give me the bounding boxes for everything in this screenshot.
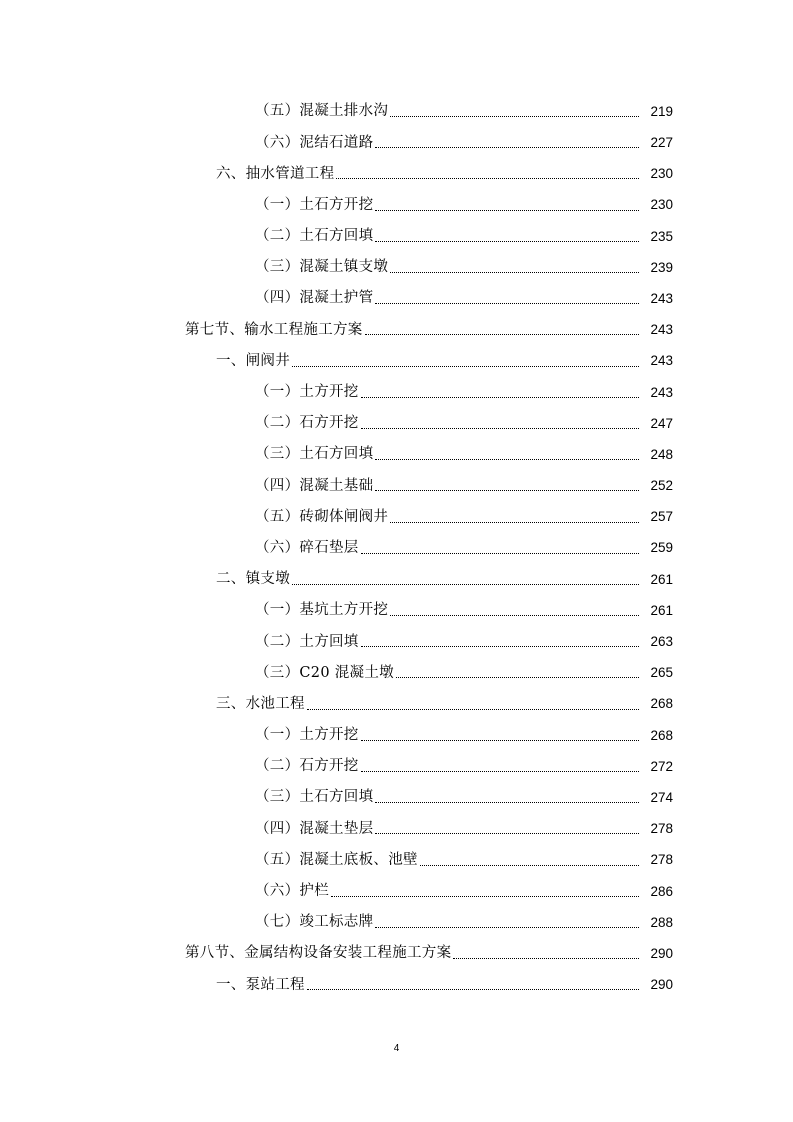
toc-entry-title: （六）碎石垫层: [255, 539, 359, 556]
toc-dot-leader: [453, 957, 639, 959]
toc-entry[interactable]: [0, 221, 793, 252]
toc-dot-leader: [375, 832, 639, 834]
toc-dot-leader: [375, 458, 639, 460]
toc-entry[interactable]: [0, 190, 793, 221]
toc-entry-title: （二）石方开挖: [255, 758, 359, 775]
toc-entry-title: （六）护栏: [255, 883, 329, 900]
toc-dot-leader: [307, 708, 639, 710]
toc-entry[interactable]: [0, 439, 793, 470]
toc-entry[interactable]: [0, 314, 793, 345]
toc-entry-title: （四）混凝土基础: [255, 477, 374, 494]
toc-entry-title: （六）泥结石道路: [255, 134, 374, 151]
toc-entry-title: （一）土石方开挖: [255, 196, 374, 213]
toc-dot-leader: [390, 614, 639, 616]
toc-entry-title: （三）混凝土镇支墩: [255, 259, 389, 276]
toc-dot-leader: [390, 115, 639, 117]
toc-dot-leader: [361, 552, 639, 554]
toc-entry[interactable]: [0, 595, 793, 626]
toc-entry-page: 274: [650, 789, 673, 805]
toc-entry[interactable]: [0, 938, 793, 969]
toc-entry-page: 227: [650, 135, 673, 151]
toc-entry-title: 第八节、金属结构设备安装工程施工方案: [185, 945, 452, 962]
toc-entry-page: 248: [650, 446, 673, 462]
toc-dot-leader: [336, 177, 639, 179]
toc-dot-leader: [365, 333, 639, 335]
toc-entry-page: 268: [650, 727, 673, 743]
toc-dot-leader: [375, 489, 639, 491]
toc-dot-leader: [396, 676, 639, 678]
toc-entry-page: 290: [650, 945, 673, 961]
toc-dot-leader: [375, 801, 639, 803]
toc-entry-page: 243: [650, 290, 673, 306]
toc-entry[interactable]: [0, 564, 793, 595]
toc-entry-page: 278: [650, 852, 673, 868]
toc-entry-page: 252: [650, 478, 673, 494]
toc-entry[interactable]: [0, 845, 793, 876]
toc-dot-leader: [375, 302, 639, 304]
page-number: 4: [393, 1043, 400, 1054]
toc-entry-title: （一）基坑土方开挖: [255, 602, 389, 619]
toc-dot-leader: [292, 365, 639, 367]
toc-entry-page: 272: [650, 758, 673, 774]
toc-entry-title: （二）石方开挖: [255, 415, 359, 432]
toc-entry[interactable]: [0, 782, 793, 813]
toc-dot-leader: [361, 770, 639, 772]
toc-entry[interactable]: [0, 907, 793, 938]
toc-dot-leader: [361, 427, 639, 429]
toc-dot-leader: [375, 926, 639, 928]
toc-entry[interactable]: [0, 470, 793, 501]
toc-entry[interactable]: [0, 969, 793, 1000]
toc-entry[interactable]: [0, 626, 793, 657]
toc-entry-page: 288: [650, 914, 673, 930]
toc-dot-leader: [375, 146, 639, 148]
toc-entry[interactable]: [0, 377, 793, 408]
toc-entry-title: （三）土石方回填: [255, 446, 374, 463]
toc-entry-page: 219: [650, 103, 673, 119]
toc-dot-leader: [420, 864, 639, 866]
toc-entry-title: （五）混凝土排水沟: [255, 103, 389, 120]
toc-entry-title: （四）混凝土垫层: [255, 820, 374, 837]
toc-entry[interactable]: [0, 533, 793, 564]
toc-entry-page: 243: [650, 353, 673, 369]
toc-entry-title: （三）C20 混凝土墩: [255, 664, 394, 681]
toc-entry-page: 278: [650, 821, 673, 837]
toc-entry[interactable]: [0, 158, 793, 189]
toc-entry-title: （五）混凝土底板、池壁: [255, 851, 418, 868]
toc-entry-title: （二）土方回填: [255, 633, 359, 650]
toc-entry-title: （三）土石方回填: [255, 789, 374, 806]
toc-entry[interactable]: [0, 96, 793, 127]
toc-entry[interactable]: [0, 813, 793, 844]
toc-entry-page: 265: [650, 665, 673, 681]
toc-dot-leader: [361, 645, 639, 647]
toc-entry[interactable]: [0, 252, 793, 283]
toc-entry-page: 261: [650, 602, 673, 618]
toc-entry[interactable]: [0, 408, 793, 439]
toc-entry-page: 235: [650, 228, 673, 244]
toc-entry-page: 261: [650, 571, 673, 587]
toc-entry[interactable]: [0, 657, 793, 688]
toc-dot-leader: [331, 895, 639, 897]
toc-entry-page: 230: [650, 166, 673, 182]
toc-entry-title: 二、镇支墩: [216, 571, 290, 588]
toc-entry[interactable]: [0, 876, 793, 907]
toc-dot-leader: [375, 209, 639, 211]
toc-dot-leader: [307, 988, 639, 990]
toc-entry-page: 239: [650, 259, 673, 275]
toc-entry-title: （七）竣工标志牌: [255, 914, 374, 931]
toc-entry-page: 247: [650, 415, 673, 431]
table-of-contents: [0, 96, 793, 1000]
toc-dot-leader: [390, 521, 639, 523]
toc-entry[interactable]: [0, 689, 793, 720]
toc-entry-page: 290: [650, 977, 673, 993]
toc-entry-title: 一、泵站工程: [216, 976, 305, 993]
toc-entry-page: 268: [650, 696, 673, 712]
toc-dot-leader: [361, 739, 639, 741]
toc-entry[interactable]: [0, 720, 793, 751]
toc-dot-leader: [390, 271, 639, 273]
toc-entry-title: 一、闸阀井: [216, 352, 290, 369]
toc-entry-page: 259: [650, 540, 673, 556]
toc-entry[interactable]: [0, 501, 793, 532]
toc-entry-title: （一）土方开挖: [255, 727, 359, 744]
toc-entry[interactable]: [0, 127, 793, 158]
toc-entry-page: 286: [650, 883, 673, 899]
toc-entry-title: 第七节、输水工程施工方案: [185, 321, 363, 338]
toc-entry-title: 六、抽水管道工程: [216, 165, 335, 182]
toc-entry-page: 257: [650, 509, 673, 525]
toc-dot-leader: [292, 583, 639, 585]
toc-entry-title: （四）混凝土护管: [255, 290, 374, 307]
toc-entry-page: 263: [650, 634, 673, 650]
toc-entry-title: 三、水池工程: [216, 695, 305, 712]
toc-entry[interactable]: [0, 346, 793, 377]
toc-entry-title: （二）土石方回填: [255, 228, 374, 245]
toc-entry-title: （五）砖砌体闸阀井: [255, 508, 389, 525]
toc-entry-title: （一）土方开挖: [255, 384, 359, 401]
toc-dot-leader: [375, 240, 639, 242]
toc-entry[interactable]: [0, 283, 793, 314]
toc-dot-leader: [361, 396, 639, 398]
toc-entry[interactable]: [0, 751, 793, 782]
toc-entry-page: 243: [650, 322, 673, 338]
toc-entry-page: 230: [650, 197, 673, 213]
toc-entry-page: 243: [650, 384, 673, 400]
